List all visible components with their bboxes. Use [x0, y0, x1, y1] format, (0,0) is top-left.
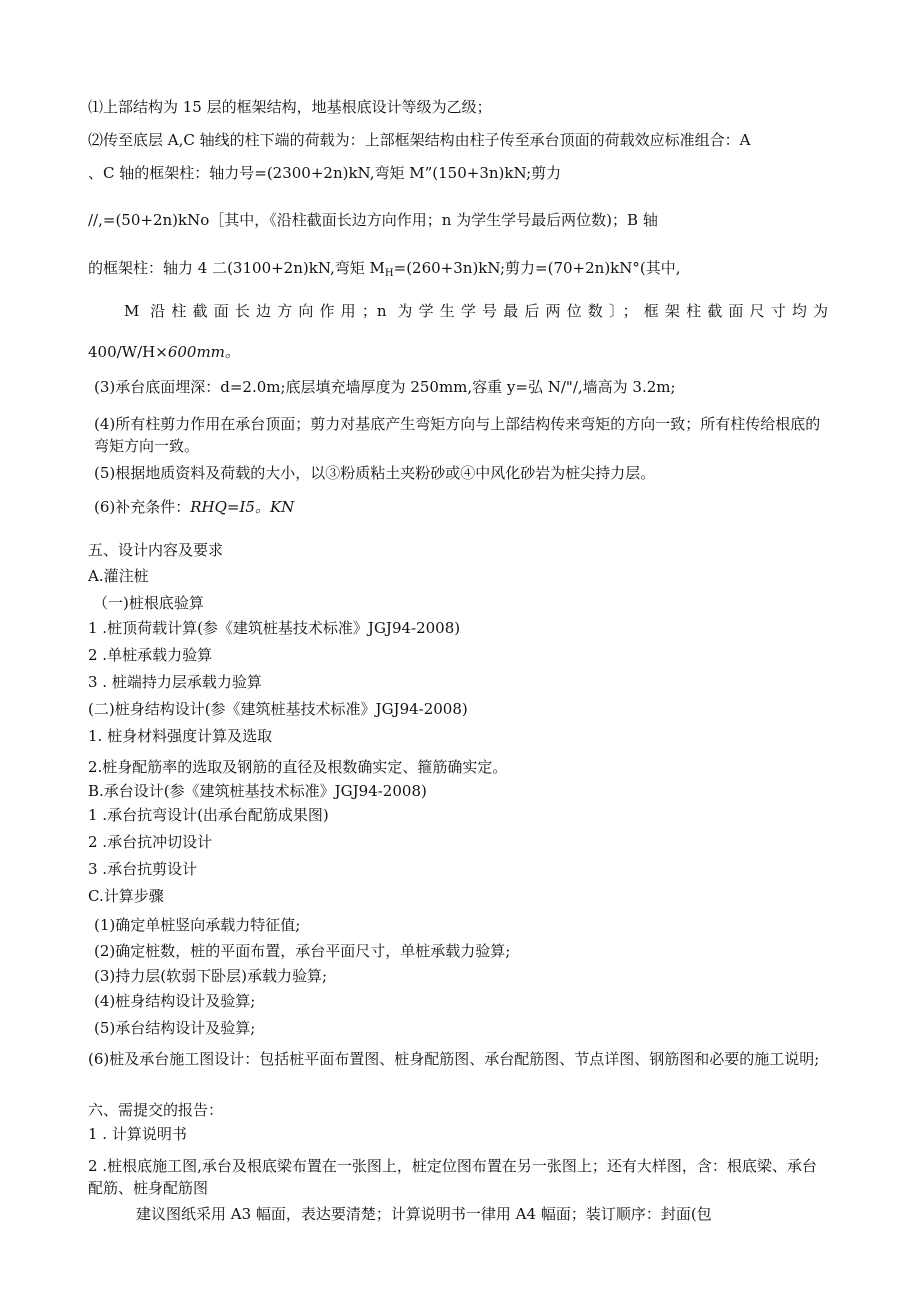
text-line: 2 .单桩承载力验算: [88, 646, 213, 664]
subscript: H: [384, 268, 394, 279]
text-line: 建议图纸采用 A3 幅面，表达要清楚；计算说明书一律用 A4 幅面；装订顺序：封面(包: [136, 1205, 712, 1223]
text-line: （一)桩根底验算: [93, 594, 204, 612]
text-line: 1 .桩顶荷载计算(参《建筑桩基技术标准》JGJ94-2008): [88, 619, 461, 637]
text-line: 1. 桩身材料强度计算及选取: [88, 727, 273, 745]
text-line: 1 .承台抗弯设计(出承台配筋成果图): [88, 806, 329, 824]
text-line: 2.桩身配筋率的选取及钢筋的直径及根数确实定、箍筋确实定。: [88, 758, 508, 776]
text-segment: =(260+3n)kN;剪力=(70+2n)kN°(其中,: [393, 259, 681, 277]
text-line: (二)桩身结构设计(参《建筑桩基技术标准》JGJ94-2008): [88, 700, 468, 718]
text-line: ⑵传至底层 A,C 轴线的柱下端的荷载为：上部框架结构由柱子传至承台顶面的荷载效应标准组合：A: [88, 131, 751, 149]
text-segment: 600mm。: [167, 343, 240, 361]
text-line: (5)承台结构设计及验算;: [94, 1019, 256, 1037]
text-line: [88, 258, 830, 284]
text-line: (3)承台底面埋深：d=2.0m;底层填充墙厚度为 250mm,容重 y=弘 N/"/,墙高为 3.2m;: [94, 378, 676, 396]
section-heading: 五、设计内容及要求: [88, 541, 224, 559]
text-segment: 的框架柱：轴力 4 二(3100+2n)kN,弯矩 M: [88, 259, 385, 277]
text-line: ⑴上部结构为 15 层的框架结构，地基根底设计等级为乙级；: [88, 98, 492, 116]
text-segment: 400/W/H×: [88, 343, 168, 361]
text-line: (1)确定单桩竖向承载力特征值;: [94, 916, 301, 934]
paragraph: (6)桩及承台施工图设计：包括桩平面布置图、桩身配筋图、承台配筋图、节点详图、钢筋图和必要的施工说明;: [88, 1050, 820, 1068]
text-line: 2 .承台抗冲切设计: [88, 833, 213, 851]
text-line: C.计算步骤: [88, 887, 164, 905]
paragraph: (4)所有柱剪力作用在承台顶面；剪力对基底产生弯矩方向与上部结构传来弯矩的方向一致；所有柱传给根底的弯矩方向一致。: [94, 415, 821, 455]
text-line: B.承台设计(参《建筑桩基技术标准》JGJ94-2008): [88, 782, 427, 800]
text-line: M 沿柱截面长边方向作用；n 为学生学号最后两位数〕；框架柱截面尺寸均为: [124, 302, 828, 320]
text-line: 3 . 桩端持力层承载力验算: [88, 673, 262, 691]
section-heading: 六、需提交的报告：: [88, 1101, 224, 1119]
text-line: (5)根据地质资料及荷载的大小，以③粉质粘土夹粉砂或④中风化砂岩为桩尖持力层。: [94, 464, 656, 482]
text-line: 、C 轴的框架柱：轴力号=(2300+2n)kN,弯矩 M”(150+3n)kN;剪力: [88, 164, 562, 182]
text-line: (2)确定桩数，桩的平面布置，承台平面尺寸，单桩承载力验算;: [94, 942, 511, 960]
text-line: [94, 497, 830, 517]
text-segment: (6)补充条件：: [94, 498, 191, 516]
text-line: 1 . 计算说明书: [88, 1125, 187, 1143]
text-line: (4)桩身结构设计及验算;: [94, 992, 256, 1010]
text-line: [88, 342, 830, 362]
text-segment: RHQ=I5。KN: [190, 498, 295, 516]
paragraph: 2 .桩根底施工图,承台及根底梁布置在一张图上，桩定位图布置在另一张图上；还有大样图，含：根底梁、承台配筋、桩身配筋图: [88, 1157, 817, 1197]
text-line: (3)持力层(软弱下卧层)承载力验算;: [94, 967, 328, 985]
text-line: A.灌注桩: [88, 567, 149, 585]
text-line: 3 .承台抗剪设计: [88, 860, 198, 878]
text-line: //,=(50+2n)kNo［其中，《沿柱截面长边方向作用；n 为学生学号最后两位数)；B 轴: [88, 211, 658, 229]
